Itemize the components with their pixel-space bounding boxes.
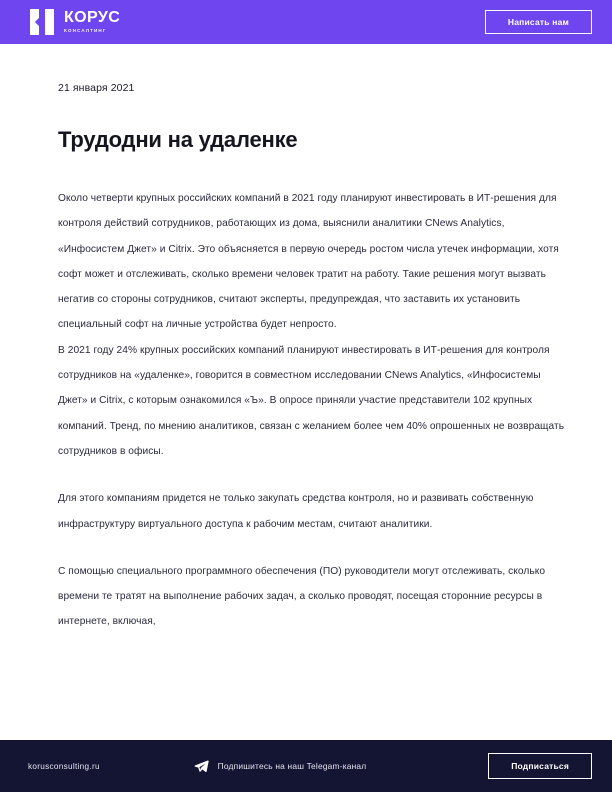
article-body	[58, 186, 568, 635]
site-header	[0, 0, 612, 44]
footer-site-url[interactable]: korusconsulting.ru	[28, 761, 100, 771]
article-paragraph: Для этого компаниям придется не только закупать средства контроля, но и развивать собственную инфраструктуру виртуального доступа к рабочим местам, считают аналитики.	[58, 493, 534, 530]
article-date: 21 января 2021	[58, 82, 135, 94]
brand-subtitle: КОНСАЛТИНГ	[64, 28, 107, 34]
telegram-icon	[194, 759, 209, 774]
page-title: Трудодни на удаленке	[58, 127, 298, 152]
brand-name: КОРУС	[64, 9, 121, 27]
article-paragraph: С помощью специального программного обеспечения (ПО) руководители могут отслеживать, сколько времени те тратят на выполнение рабочих задач, а сколько проводят, посещая сторонние ресурсы в интернете, включая,	[58, 565, 546, 628]
site-footer	[0, 740, 612, 792]
brand-logo[interactable]	[30, 9, 120, 35]
brand-text	[64, 10, 120, 34]
footer-telegram-promo	[86, 759, 474, 774]
korus-logo-mark-icon	[30, 9, 56, 35]
footer-telegram-text: Подпишитесь на наш Telegam-канал	[217, 761, 367, 771]
article-paragraph: Около четверти крупных российских компаний в 2021 году планируют инвестировать в ИТ-решения для контроля действий сотрудников, работающих из дома, выяснили аналитики CNews Analytics, «Инфосистем Джет» и Citrix. Это объясняется в первую очередь ростом числа утечек информации, хотя софт может и отслеживать, сколько времени человек тратит на работу. Такие решения могут вызвать негатив со стороны сотрудников, считают эксперты, предупреждая, что заставить их установить специальный софт на личные устройства будет непросто.	[58, 193, 559, 331]
article-paragraph: В 2021 году 24% крупных российских компаний планируют инвестировать в ИТ-решения для контроля сотрудников на «удаленке», говорится в совместном исследовании CNews Analytics, «Инфосистемы Джет» и Citrix, с которым ознакомился «Ъ». В опросе приняли участие представители 102 крупных компаний. Тренд, по мнению аналитиков, связан с желанием более чем 40% опрошенных не возвращать сотрудников в офисы.	[58, 344, 565, 457]
subscribe-button[interactable]: Подписаться	[488, 753, 592, 780]
article-content	[0, 44, 612, 740]
contact-us-button[interactable]: Написать нам	[485, 10, 592, 35]
